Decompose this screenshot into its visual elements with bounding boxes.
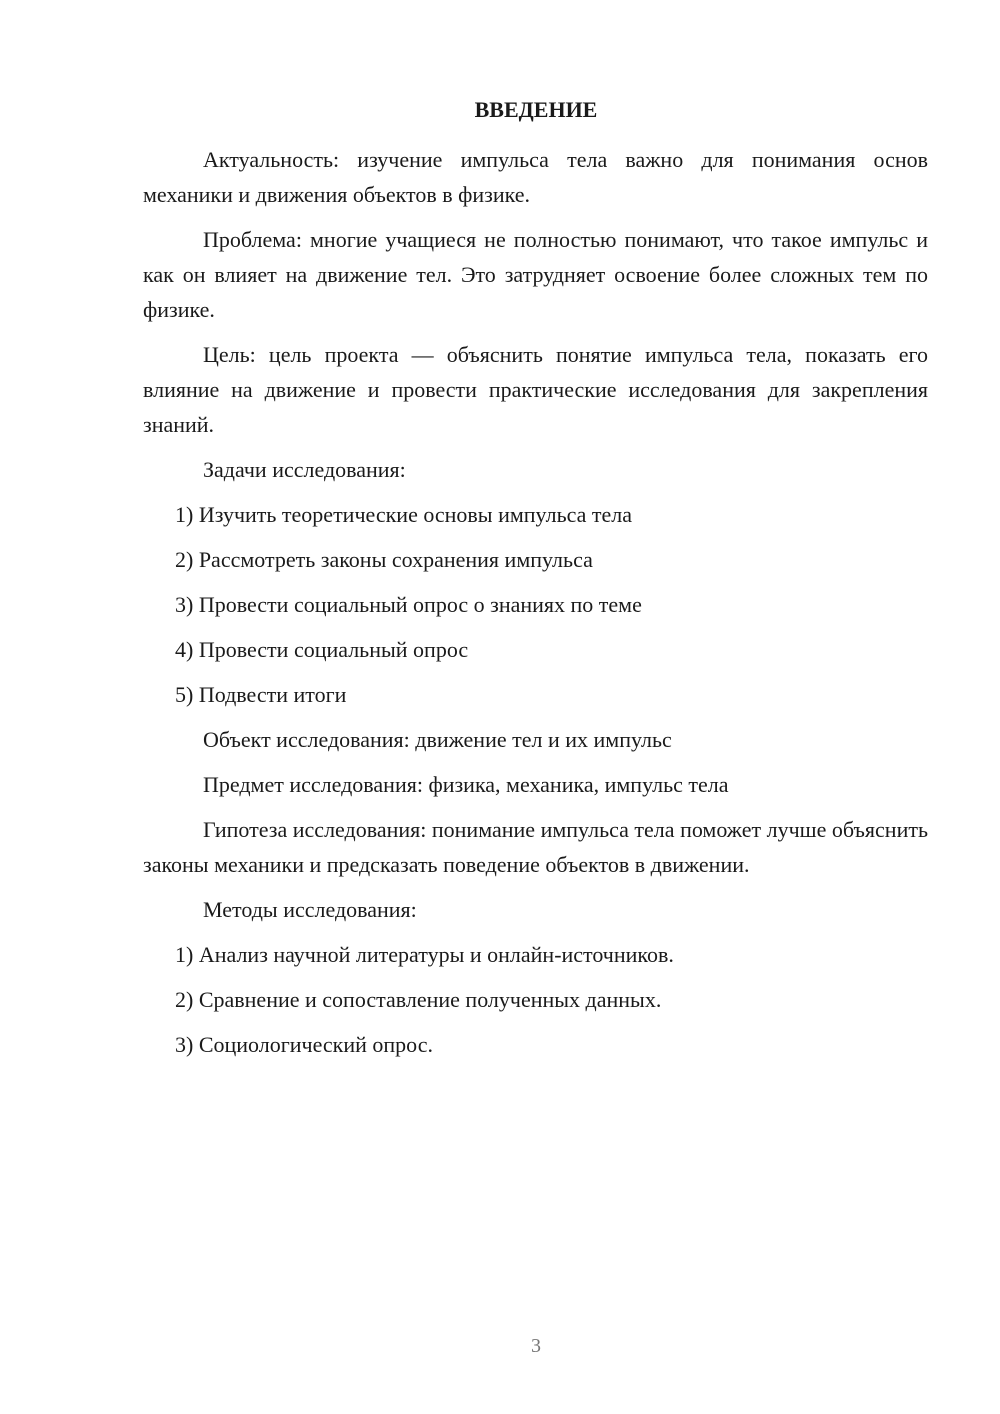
list-item: 4) Провести социальный опрос bbox=[175, 637, 469, 662]
relevance-paragraph: Актуальность: изучение импульса тела важно для понимания основ механики и движения объектов в физике. bbox=[143, 147, 928, 207]
hypothesis-paragraph: Гипотеза исследования: понимание импульса тела поможет лучше объяснить законы механики и предсказать поведение объектов в движении. bbox=[143, 817, 928, 877]
list-item: 3) Провести социальный опрос о знаниях по теме bbox=[175, 592, 642, 617]
list-item: 1) Анализ научной литературы и онлайн-источников. bbox=[175, 942, 674, 967]
document-body bbox=[143, 142, 928, 1072]
list-item: 3) Социологический опрос. bbox=[175, 1032, 433, 1057]
page-number: 3 bbox=[531, 1335, 541, 1357]
list-item: 5) Подвести итоги bbox=[175, 682, 347, 707]
goal-paragraph: Цель: цель проекта — объяснить понятие импульса тела, показать его влияние на движение и провести практические исследования для закрепления знаний. bbox=[143, 342, 928, 437]
page-title: ВВЕДЕНИЕ bbox=[474, 97, 598, 122]
methods-label: Методы исследования: bbox=[203, 897, 417, 922]
subject-line: Предмет исследования: физика, механика, импульс тела bbox=[203, 772, 729, 797]
methods-list bbox=[143, 937, 928, 1062]
list-item: 1) Изучить теоретические основы импульса тела bbox=[175, 502, 633, 527]
list-item: 2) Сравнение и сопоставление полученных данных. bbox=[175, 987, 662, 1012]
problem-paragraph: Проблема: многие учащиеся не полностью понимают, что такое импульс и как он влияет на движение тел. Это затрудняет освоение более сложных тем по физике. bbox=[143, 227, 928, 322]
object-line: Объект исследования: движение тел и их импульс bbox=[203, 727, 672, 752]
list-item: 2) Рассмотреть законы сохранения импульса bbox=[175, 547, 593, 572]
tasks-list bbox=[143, 497, 928, 712]
tasks-label: Задачи исследования: bbox=[203, 457, 406, 482]
